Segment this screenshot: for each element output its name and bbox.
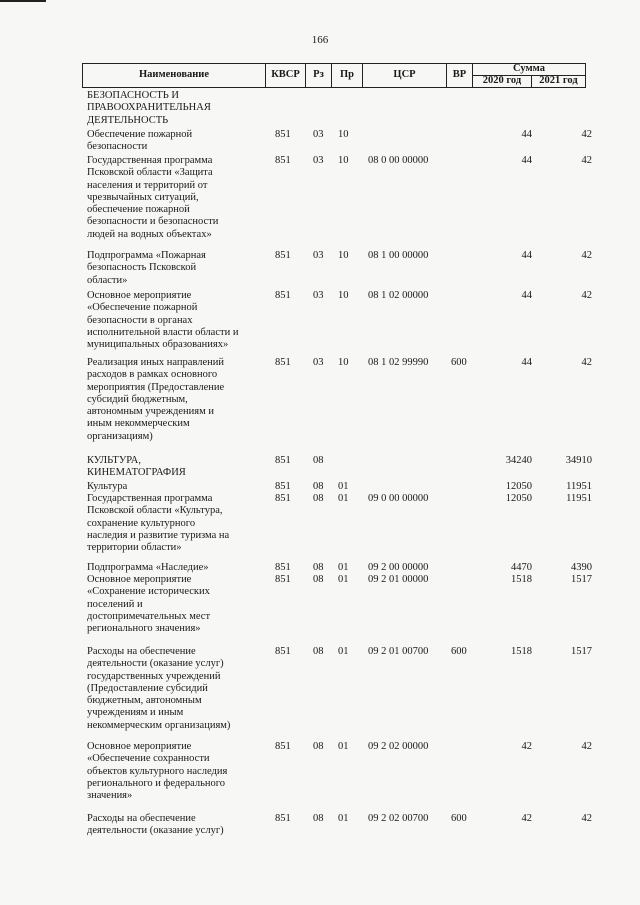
row-value-2020: 44 [521, 129, 532, 140]
header-year-2021: 2021 год [539, 75, 578, 86]
row-kvsr: 851 [275, 493, 291, 504]
row-rz: 08 [313, 493, 324, 504]
row-pr: 01 [338, 813, 349, 824]
page-number: 166 [311, 34, 329, 46]
row-csr: 09 2 01 00700 [368, 646, 429, 657]
row-kvsr: 851 [275, 455, 291, 466]
row-csr: 09 0 00 00000 [368, 493, 429, 504]
row-pr: 01 [338, 646, 349, 657]
row-value-2020: 1518 [511, 646, 532, 657]
row-rz: 08 [313, 481, 324, 492]
header-kvsr: КВСР [271, 69, 300, 80]
row-csr: 08 1 00 00000 [368, 250, 429, 261]
row-value-2020: 44 [521, 250, 532, 261]
row-name: Основное мероприятие «Сохранение исторических поселений и достопримечательных мест регионального значения» [87, 574, 211, 635]
header-pr: Пр [339, 69, 354, 80]
row-csr: 09 2 00 00000 [368, 562, 429, 573]
table-header [82, 63, 586, 88]
row-csr: 09 2 02 00000 [368, 741, 429, 752]
row-pr: 10 [338, 290, 349, 301]
row-name: Расходы на обеспечение деятельности (оказание услуг) государственных учреждений (Предоставление субсидий бюджетным, автономным учреждениям и иным некоммерческим организациям) [87, 646, 231, 731]
row-pr: 01 [338, 493, 349, 504]
row-name: Основное мероприятие «Обеспечение сохранности объектов культурного наследия регионального и федерального значения» [87, 741, 228, 802]
row-value-2021: 1517 [571, 574, 592, 585]
row-name: БЕЗОПАСНОСТЬ И ПРАВООХРАНИТЕЛЬНАЯ ДЕЯТЕЛЬНОСТЬ [87, 90, 211, 126]
row-name: Основное мероприятие «Обеспечение пожарной безопасности в органах исполнительной власти области и муниципальных образованиях» [87, 290, 239, 351]
row-name: Государственная программа Псковской области «Культура, сохранение культурного наследия и развитие туризма на территории области» [87, 493, 230, 554]
row-rz: 03 [313, 129, 324, 140]
row-kvsr: 851 [275, 357, 291, 368]
corner-scan-mark [0, 0, 46, 2]
row-value-2021: 11951 [566, 493, 592, 504]
row-value-2021: 42 [581, 357, 592, 368]
row-name: Подпрограмма «Наследие» [87, 562, 209, 573]
row-kvsr: 851 [275, 481, 291, 492]
row-value-2021: 42 [581, 129, 592, 140]
row-rz: 08 [313, 455, 324, 466]
row-name: Обеспечение пожарной безопасности [87, 129, 193, 153]
row-value-2020: 4470 [511, 562, 532, 573]
row-value-2021: 1517 [571, 646, 592, 657]
row-pr: 01 [338, 481, 349, 492]
row-pr: 01 [338, 574, 349, 585]
row-value-2020: 44 [521, 155, 532, 166]
header-vr: ВР [452, 69, 467, 80]
row-rz: 03 [313, 290, 324, 301]
row-pr: 10 [338, 357, 349, 368]
header-name: Наименование [139, 69, 209, 80]
row-kvsr: 851 [275, 574, 291, 585]
header-rz: Рз [313, 69, 324, 80]
row-value-2020: 12050 [505, 493, 532, 504]
row-value-2021: 42 [581, 741, 592, 752]
row-name: Государственная программа Псковской области «Защита населения и территорий от чрезвычайных ситуаций, обеспечение пожарной безопасности и безопасности людей на водных объектах» [87, 155, 219, 240]
row-name: КУЛЬТУРА, КИНЕМАТОГРАФИЯ [87, 455, 186, 479]
row-value-2021: 42 [581, 290, 592, 301]
row-vr: 600 [451, 646, 467, 657]
row-value-2021: 42 [581, 813, 592, 824]
row-rz: 08 [313, 562, 324, 573]
row-value-2021: 4390 [571, 562, 592, 573]
row-csr: 08 1 02 00000 [368, 290, 429, 301]
row-kvsr: 851 [275, 813, 291, 824]
row-value-2021: 42 [581, 155, 592, 166]
header-year-2020: 2020 год [482, 75, 522, 86]
row-value-2020: 1518 [511, 574, 532, 585]
row-value-2021: 42 [581, 250, 592, 261]
row-rz: 08 [313, 646, 324, 657]
row-rz: 03 [313, 155, 324, 166]
row-name: Расходы на обеспечение деятельности (оказание услуг) [87, 813, 224, 837]
row-rz: 08 [313, 813, 324, 824]
row-pr: 10 [338, 155, 349, 166]
row-value-2020: 34240 [505, 455, 532, 466]
row-kvsr: 851 [275, 155, 291, 166]
header-csr: ЦСР [393, 69, 416, 80]
row-value-2020: 42 [521, 813, 532, 824]
row-value-2020: 42 [521, 741, 532, 752]
row-kvsr: 851 [275, 250, 291, 261]
row-pr: 01 [338, 741, 349, 752]
row-pr: 01 [338, 562, 349, 573]
row-kvsr: 851 [275, 741, 291, 752]
row-vr: 600 [451, 813, 467, 824]
row-kvsr: 851 [275, 562, 291, 573]
row-value-2020: 44 [521, 357, 532, 368]
row-kvsr: 851 [275, 129, 291, 140]
row-value-2021: 34910 [565, 455, 592, 466]
row-pr: 10 [338, 250, 349, 261]
row-vr: 600 [451, 357, 467, 368]
row-csr: 08 1 02 99990 [368, 357, 429, 368]
row-rz: 03 [313, 250, 324, 261]
row-csr: 09 2 02 00700 [368, 813, 429, 824]
row-value-2020: 12050 [505, 481, 532, 492]
row-value-2021: 11951 [566, 481, 592, 492]
row-kvsr: 851 [275, 646, 291, 657]
row-csr: 08 0 00 00000 [368, 155, 429, 166]
row-rz: 08 [313, 741, 324, 752]
row-rz: 03 [313, 357, 324, 368]
row-value-2020: 44 [521, 290, 532, 301]
row-rz: 08 [313, 574, 324, 585]
row-name: Реализация иных направлений расходов в рамках основного мероприятия (Предоставление субсидий бюджетным, автономным учреждениям и иным некоммерческим организациям) [87, 357, 225, 442]
row-name: Подпрограмма «Пожарная безопасность Псковской области» [87, 250, 206, 286]
row-csr: 09 2 01 00000 [368, 574, 429, 585]
row-pr: 10 [338, 129, 349, 140]
row-name: Культура [87, 481, 128, 492]
header-sum: Сумма [513, 63, 545, 74]
row-kvsr: 851 [275, 290, 291, 301]
